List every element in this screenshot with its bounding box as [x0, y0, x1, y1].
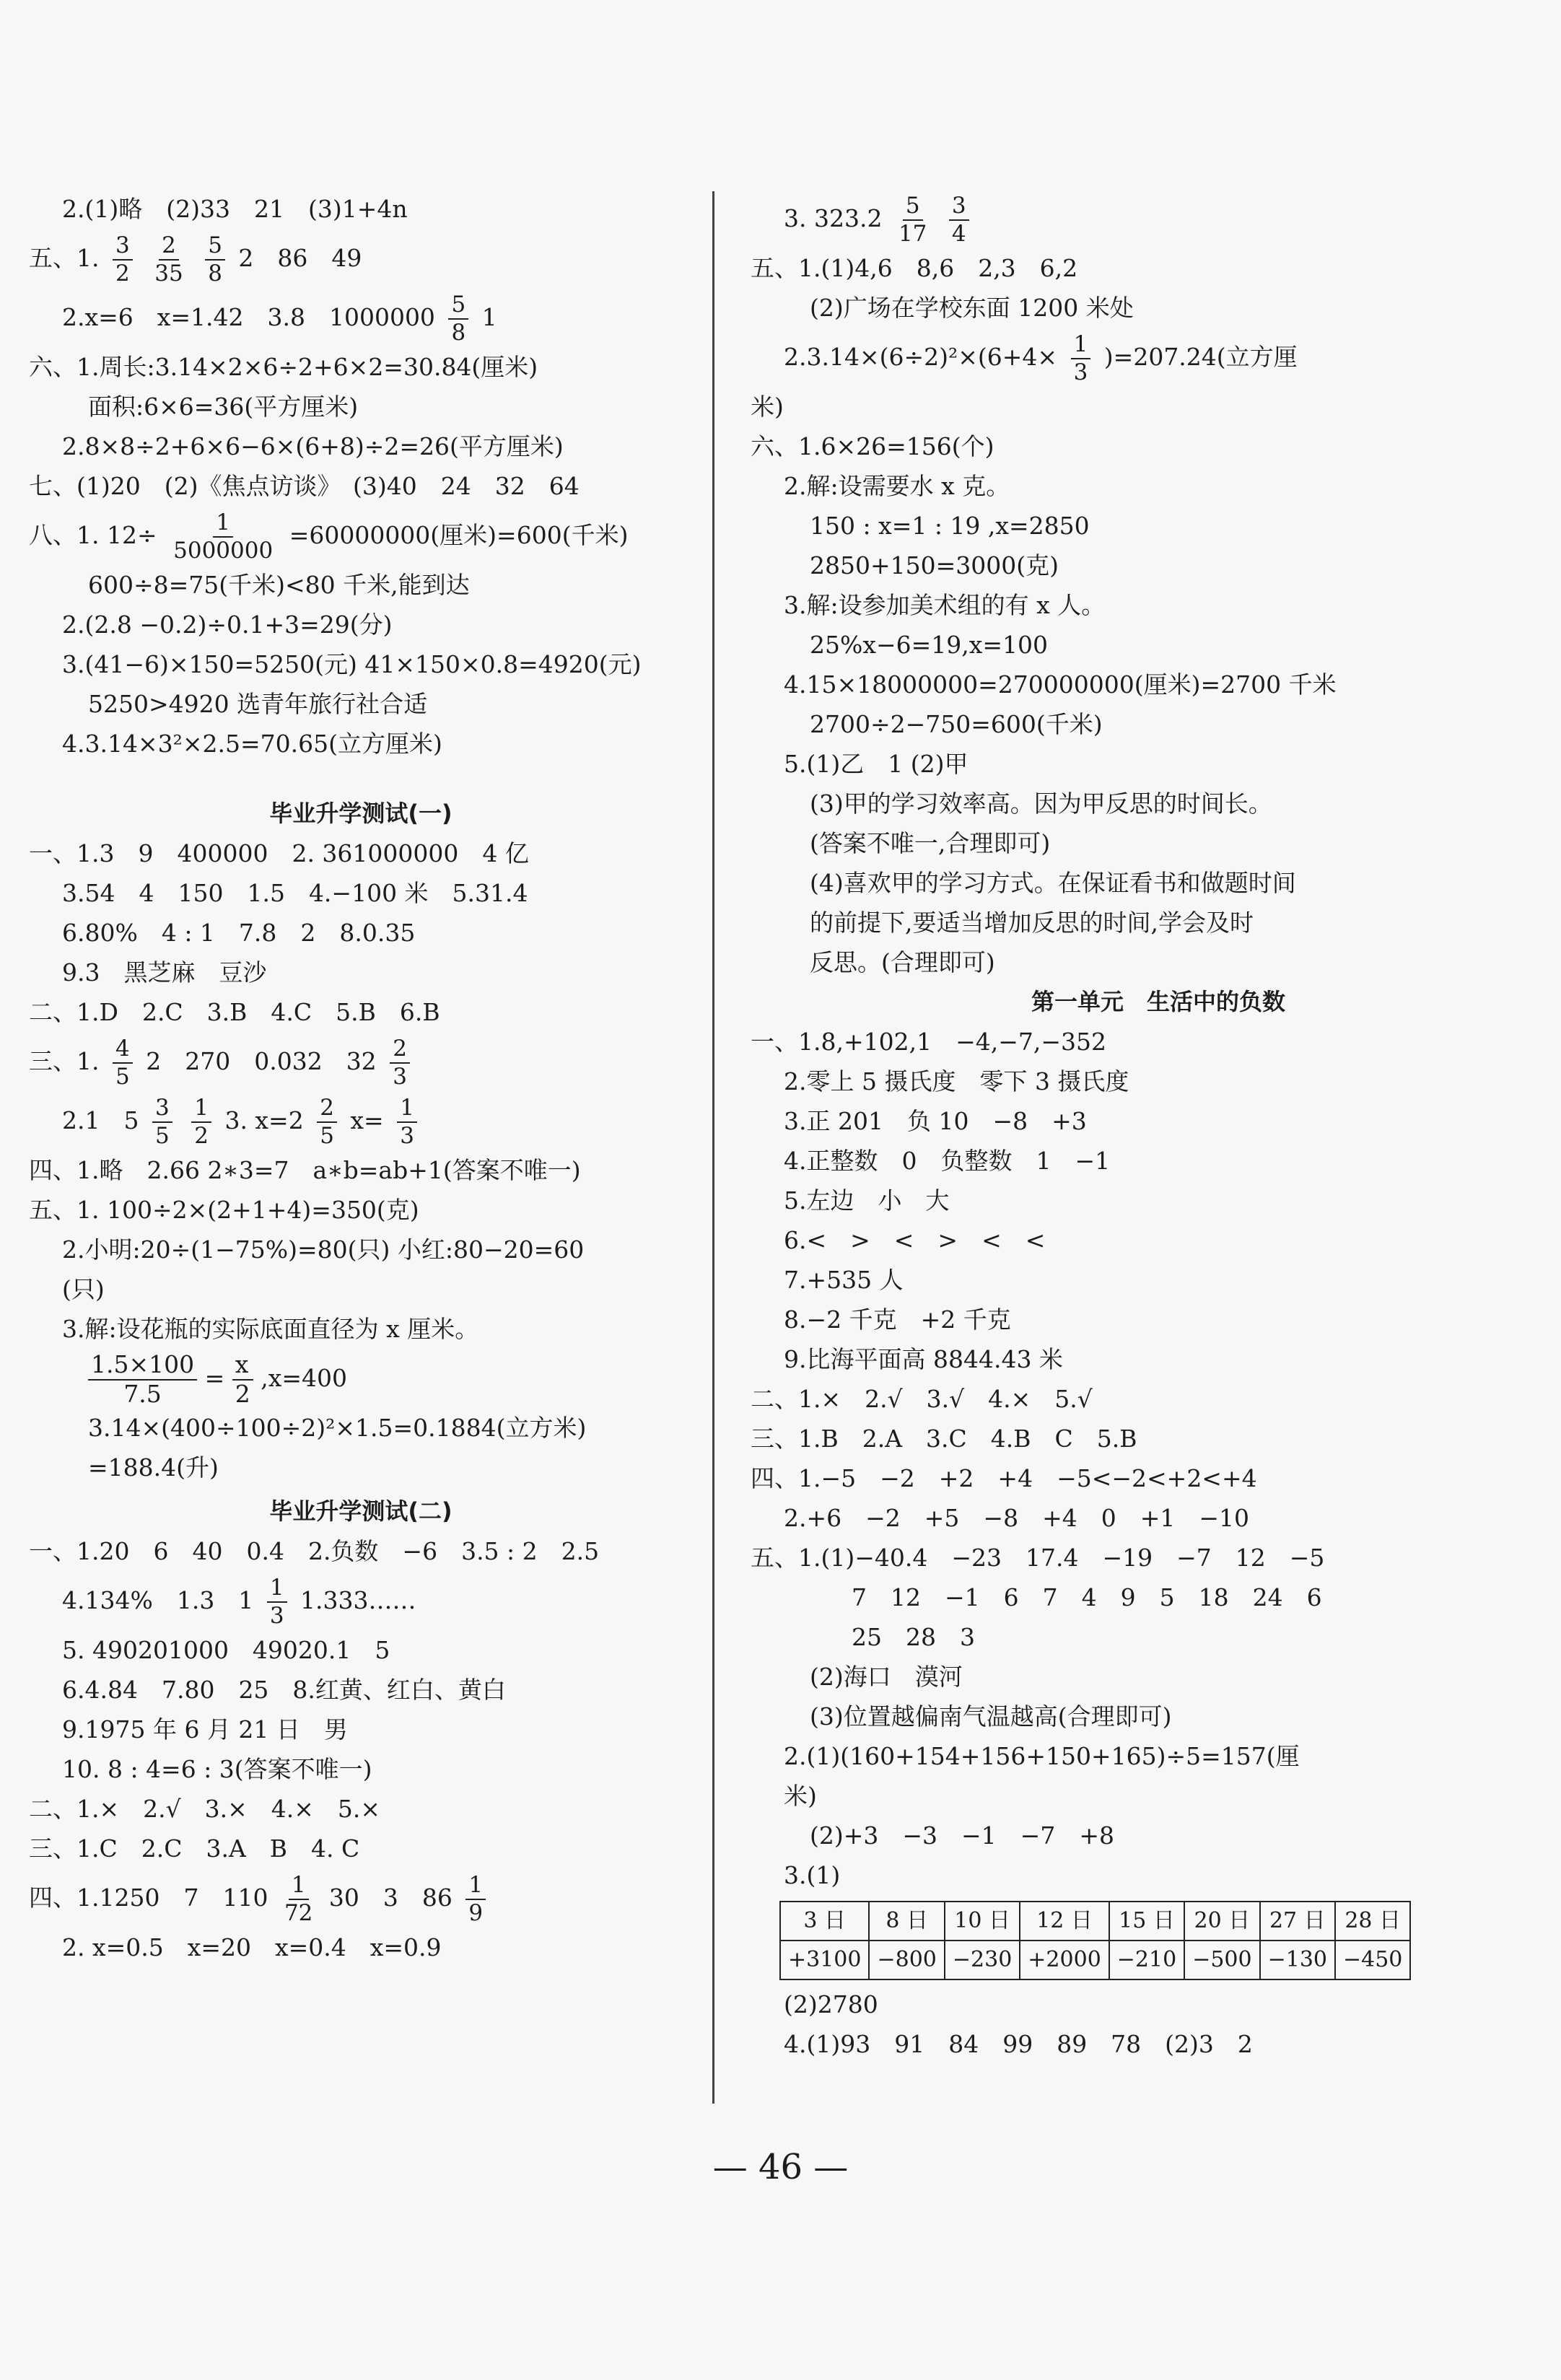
text-line: 4.3.14×3²×2.5=70.65(立方厘米)	[62, 730, 442, 758]
fraction: $\frac{5}{17}$	[898, 193, 927, 247]
table-cell: +2000	[1020, 1941, 1109, 1979]
table-row	[780, 1941, 1410, 1979]
text-line: 五、1.(1)4,6 8,6 2,3 6,2	[751, 254, 1078, 282]
text-line: 八、1. 12÷ $\frac{1}{5000000}$ =60000000(厘米)=600(千米)	[29, 509, 629, 564]
text-line: 七、(1)20 (2)《焦点访谈》 (3)40 24 32 64	[29, 472, 580, 500]
text-line: 3.(1)	[784, 1861, 841, 1889]
text-line: 6.4.84 7.80 25 8.红黄、红白、黄白	[62, 1676, 506, 1704]
table-header-row	[780, 1902, 1410, 1941]
text-line: 一、1.8,+102,1 −4,−7,−352	[751, 1028, 1107, 1056]
text-line: 六、1.周长:3.14×2×6÷2+6×2=30.84(厘米)	[29, 353, 538, 381]
fraction: $\frac{1}{2}$	[191, 1096, 211, 1147]
fraction: $\frac{2}{3}$	[390, 1037, 410, 1088]
text-line: 2.8×8÷2+6×6−6×(6+8)÷2=26(平方厘米)	[62, 432, 564, 460]
text-line: 六、1.6×26=156(个)	[751, 432, 994, 460]
section-title: 第一单元 生活中的负数	[1031, 988, 1285, 1015]
text-line: 2700÷2−750=600(千米)	[810, 710, 1103, 738]
text-line: 米)	[784, 1782, 817, 1810]
text-line: 3.解:设参加美术组的有 x 人。	[784, 591, 1106, 619]
text-line: 五、1.(1)−40.4 −23 17.4 −19 −7 12 −5	[751, 1544, 1325, 1572]
table-cell: −210	[1109, 1941, 1184, 1979]
text-line: 25 28 3	[852, 1623, 975, 1651]
text-line: 二、1.× 2.√ 3.√ 4.× 5.√	[751, 1385, 1093, 1413]
table-cell: 12 日	[1020, 1902, 1109, 1941]
fraction: $\frac{1}{9}$	[465, 1873, 486, 1925]
text-line: (2)海口 漠河	[810, 1663, 963, 1691]
fraction: $\frac{3}{2}$	[113, 234, 133, 285]
text-line: 反思。(合理即可)	[810, 948, 995, 976]
text-line: 一、1.20 6 40 0.4 2.负数 −6 3.5 : 2 2.5	[29, 1537, 600, 1565]
text-line: (3)甲的学习效率高。因为甲反思的时间长。	[810, 789, 1272, 818]
text-line: 7.+535 人	[784, 1266, 904, 1294]
text-line: 9.3 黑芝麻 豆沙	[62, 958, 267, 986]
text-line: 2850+150=3000(克)	[810, 551, 1059, 579]
table-cell: 10 日	[945, 1902, 1020, 1941]
fraction: $\frac{1}{5000000}$	[173, 509, 274, 564]
text-line: 五、1. $\frac{3}{2}$ $\frac{2}{35}$ $\frac{5}{8}$ 2 86 49	[29, 232, 362, 286]
text-line: 三、1.B 2.A 3.C 4.B C 5.B	[751, 1425, 1137, 1453]
text-line: 3.正 201 负 10 −8 +3	[784, 1107, 1087, 1135]
right-column	[751, 189, 1537, 2064]
section-title: 毕业升学测试(二)	[269, 1497, 452, 1525]
text-line: (答案不唯一,合理即可)	[810, 829, 1051, 857]
fraction: $\frac{2}{5}$	[317, 1096, 337, 1147]
fraction: $\frac{1.5\times 100}{7.5}$	[88, 1352, 197, 1406]
text-line: (4)喜欢甲的学习方式。在保证看书和做题时间	[810, 869, 1296, 897]
text-line: 3.14×(400÷100÷2)²×1.5=0.1884(立方米)	[88, 1414, 587, 1442]
text-line: 7 12 −1 6 7 4 9 5 18 24 6	[852, 1583, 1322, 1611]
text-line: 5. 490201000 49020.1 5	[62, 1636, 390, 1664]
fraction: $\frac{5}{8}$	[448, 293, 468, 344]
table-cell: −500	[1184, 1941, 1259, 1979]
text-line: (只)	[62, 1275, 105, 1303]
text-line: 5.左边 小 大	[784, 1186, 950, 1215]
text-line: 2.x=6 x=1.42 3.8 1000000 $\frac{5}{8}$ 1	[62, 292, 497, 346]
text-line: 8.−2 千克 +2 千克	[784, 1305, 1011, 1334]
text-line: (2)2780	[784, 1990, 878, 2018]
text-line: 米)	[751, 393, 784, 421]
text-line: 2.(1)略 (2)33 21 (3)1+4n	[62, 195, 408, 223]
text-line: 2. x=0.5 x=20 x=0.4 x=0.9	[62, 1933, 442, 1961]
table-cell: 3 日	[780, 1902, 869, 1941]
text-line: 10. 8 : 4=6 : 3(答案不唯一)	[62, 1755, 372, 1783]
fraction: $\frac{1}{72}$	[284, 1872, 313, 1926]
text-line: (2)+3 −3 −1 −7 +8	[810, 1821, 1114, 1850]
text-line: 4.134% 1.3 1 $\frac{1}{3}$ 1.333……	[62, 1575, 416, 1629]
text-line: 9.比海平面高 8844.43 米	[784, 1345, 1063, 1373]
text-line: 2.3.14×(6÷2)²×(6+4× $\frac{1}{3}$ )=207.24(立方厘	[784, 331, 1298, 385]
fraction: $\frac{1}{3}$	[397, 1096, 417, 1147]
section-title: 毕业升学测试(一)	[269, 800, 452, 827]
text-line: 4.(1)93 91 84 99 89 78 (2)3 2	[784, 2030, 1253, 2058]
text-line: 面积:6×6=36(平方厘米)	[88, 393, 359, 421]
text-line: =188.4(升)	[88, 1453, 219, 1482]
table-cell: −130	[1260, 1941, 1335, 1979]
text-line: 3.(41−6)×150=5250(元) 41×150×0.8=4920(元)	[62, 650, 642, 678]
fraction: $\frac{5}{8}$	[205, 234, 225, 285]
text-line: 四、1.−5 −2 +2 +4 −5<−2<+2<+4	[751, 1464, 1257, 1492]
text-line: 25%x−6=19,x=100	[810, 631, 1048, 659]
fraction: $\frac{1}{3}$	[267, 1576, 287, 1627]
text-line: 的前提下,要适当增加反思的时间,学会及时	[810, 909, 1254, 937]
table-cell: +3100	[780, 1941, 869, 1979]
text-line: 一、1.3 9 400000 2. 361000000 4 亿	[29, 839, 529, 867]
column-divider	[712, 191, 714, 2104]
text-line: 2.零上 5 摄氏度 零下 3 摄氏度	[784, 1067, 1129, 1095]
text-line: 6.80% 4 : 1 7.8 2 8.0.35	[62, 919, 416, 947]
text-line: 2.解:设需要水 x 克。	[784, 472, 1010, 500]
text-line: 3.54 4 150 1.5 4.−100 米 5.31.4	[62, 879, 528, 907]
text-line: 5.(1)乙 1 (2)甲	[784, 750, 968, 778]
text-line: 4.正整数 0 负整数 1 −1	[784, 1147, 1111, 1175]
text-line: 2.(2.8 −0.2)÷0.1+3=29(分)	[62, 611, 393, 639]
text-line: 5250>4920 选青年旅行社合适	[88, 690, 428, 718]
text-line: (2)广场在学校东面 1200 米处	[810, 294, 1134, 322]
text-line: 2.1 5 $\frac{3}{5}$ $\frac{1}{2}$ 3. x=2 $\frac{2}{5}$ x= $\frac{1}{3}$	[29, 1091, 693, 1150]
fraction: $\frac{2}{35}$	[154, 232, 183, 286]
table-cell: 15 日	[1109, 1902, 1184, 1941]
text-line: 600÷8=75(千米)<80 千米,能到达	[88, 571, 470, 599]
data-table	[779, 1901, 1411, 1980]
fraction: $\frac{3}{5}$	[152, 1096, 172, 1147]
table-cell: −230	[945, 1941, 1020, 1979]
table-cell: −450	[1335, 1941, 1410, 1979]
text-line: 四、1.略 2.66 2∗3=7 a∗b=ab+1(答案不唯一)	[29, 1156, 581, 1184]
text-line: 二、1.D 2.C 3.B 4.C 5.B 6.B	[29, 998, 440, 1026]
text-line: 3.解:设花瓶的实际底面直径为 x 厘米。	[62, 1315, 479, 1343]
fraction: $\frac{1}{3}$	[1071, 333, 1091, 384]
table-cell: −800	[869, 1941, 944, 1979]
text-line: 150 : x=1 : 19 ,x=2850	[810, 512, 1090, 540]
left-column	[29, 189, 693, 1967]
text-line: 6.< > < > < <	[784, 1226, 1046, 1254]
page-number: — 46 —	[712, 2147, 849, 2187]
text-line: 2.(1)(160+154+156+150+165)÷5=157(厘	[784, 1742, 1300, 1770]
table-cell: 27 日	[1260, 1902, 1335, 1941]
fraction: $\frac{4}{5}$	[113, 1037, 133, 1088]
text-line: 2.+6 −2 +5 −8 +4 0 +1 −10	[784, 1504, 1249, 1532]
text-line: 四、1.1250 7 110 $\frac{1}{72}$ 30 3 86 $\frac{1}{9}$	[29, 1868, 693, 1928]
fraction: $\frac{x}{2}$	[232, 1352, 253, 1406]
text-line: (3)位置越偏南气温越高(合理即可)	[810, 1702, 1172, 1731]
text-line: $\frac{1.5\times 100}{7.5}$ = $\frac{x}{2}$ ,x=400	[29, 1349, 693, 1408]
table-cell: 20 日	[1184, 1902, 1259, 1941]
fraction: $\frac{3}{4}$	[949, 194, 969, 245]
table-cell: 8 日	[869, 1902, 944, 1941]
text-line: 五、1. 100÷2×(2+1+4)=350(克)	[29, 1196, 419, 1224]
text-line: 3. 323.2 $\frac{5}{17}$ $\frac{3}{4}$	[751, 189, 1537, 248]
text-line: 4.15×18000000=270000000(厘米)=2700 千米	[784, 670, 1337, 699]
text-line: 2.小明:20÷(1−75%)=80(只) 小红:80−20=60	[62, 1235, 585, 1264]
text-line: 9.1975 年 6 月 21 日 男	[62, 1715, 348, 1744]
text-line: 三、1.C 2.C 3.A B 4. C	[29, 1834, 360, 1863]
text-line: 三、1. $\frac{4}{5}$ 2 270 0.032 32 $\frac{2}{3}$	[29, 1032, 693, 1091]
table-cell: 28 日	[1335, 1902, 1410, 1941]
text-line: 二、1.× 2.√ 3.× 4.× 5.×	[29, 1795, 381, 1823]
